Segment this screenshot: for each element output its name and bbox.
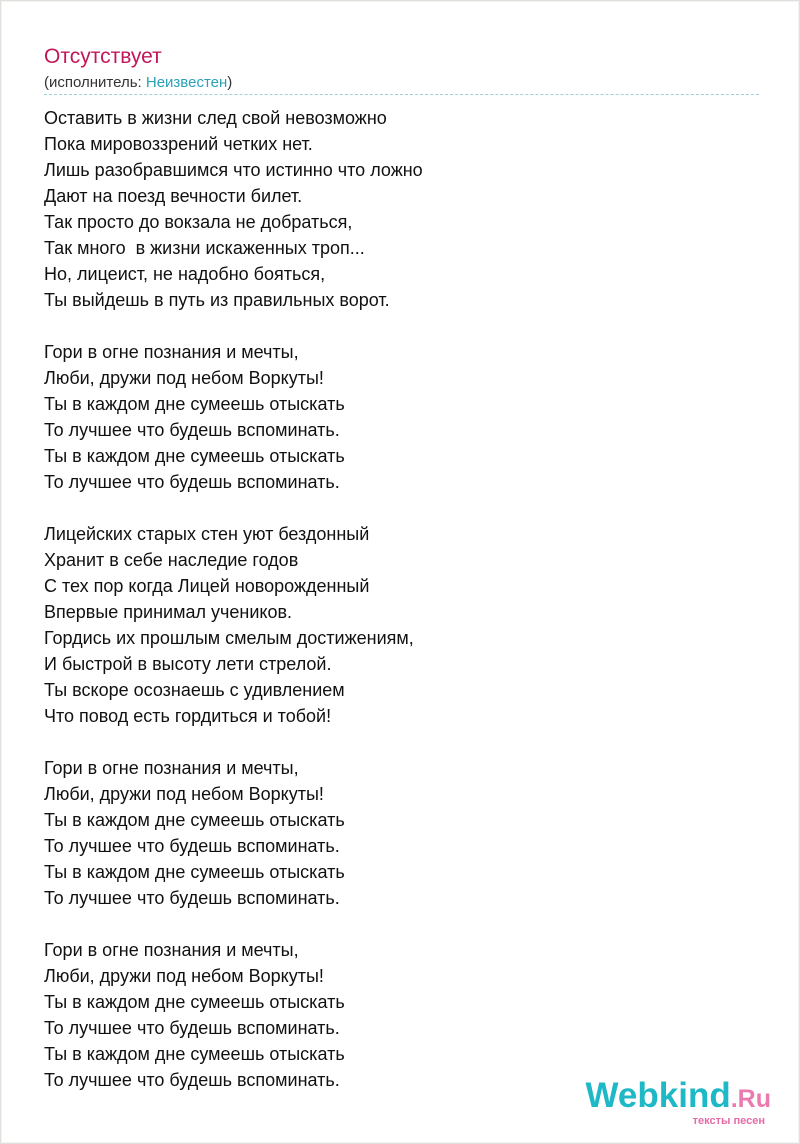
lyric-line: Дают на поезд вечности билет.	[44, 186, 303, 206]
lyric-line: Ты выйдешь в путь из правильных ворот.	[44, 290, 390, 310]
lyric-line: Люби, дружи под небом Воркуты!	[44, 966, 324, 986]
lyric-line: Люби, дружи под небом Воркуты!	[44, 784, 324, 804]
lyric-line: Хранит в себе наследие годов	[44, 550, 299, 570]
lyric-line: Что повод есть гордиться и тобой!	[44, 706, 332, 726]
lyric-line: То лучшее что будешь вспоминать.	[44, 836, 340, 856]
lyric-line: Но, лицеист, не надобно бояться,	[44, 264, 326, 284]
logo-brand: Webkind	[585, 1076, 731, 1115]
lyric-line: Гори в огне познания и мечты,	[44, 758, 299, 778]
logo-subtitle: тексты песен	[692, 1115, 765, 1127]
lyric-line: Гордись их прошлым смелым достижениям,	[44, 628, 414, 648]
artist-link[interactable]: Неизвестен	[145, 74, 228, 91]
lyric-line: То лучшее что будешь вспоминать.	[44, 888, 340, 908]
lyric-line: Ты в каждом дне сумеешь отыскать	[44, 446, 345, 466]
lyric-line: Пока мировоззрений четких нет.	[44, 134, 313, 154]
song-meta	[44, 74, 232, 92]
stanza	[44, 105, 744, 313]
lyric-line: Ты в каждом дне сумеешь отыскать	[44, 862, 345, 882]
stanza	[44, 937, 744, 1093]
lyric-line: Ты в каждом дне сумеешь отыскать	[44, 810, 345, 830]
lyric-line: Гори в огне познания и мечты,	[44, 940, 299, 960]
site-logo[interactable]	[585, 1076, 771, 1127]
meta-prefix: (исполнитель:	[44, 74, 146, 91]
stanza	[44, 521, 744, 729]
lyric-line: Ты в каждом дне сумеешь отыскать	[44, 1044, 345, 1064]
lyrics-body	[44, 105, 744, 1119]
meta-suffix: )	[227, 74, 233, 91]
stanza	[44, 339, 744, 495]
stanza	[44, 755, 744, 911]
lyric-line: И быстрой в высоту лети стрелой.	[44, 654, 332, 674]
lyric-line: Ты вскоре осознаешь с удивлением	[44, 680, 345, 700]
lyric-line: С тех пор когда Лицей новорожденный	[44, 576, 370, 596]
lyric-line: Лицейских старых стен уют бездонный	[44, 524, 370, 544]
lyric-line: Впервые принимал учеников.	[44, 602, 293, 622]
logo-tld: .Ru	[730, 1085, 771, 1113]
lyric-line: Так просто до вокзала не добраться,	[44, 212, 353, 232]
lyric-line: То лучшее что будешь вспоминать.	[44, 1018, 340, 1038]
lyric-line: Люби, дружи под небом Воркуты!	[44, 368, 324, 388]
lyric-line: Гори в огне познания и мечты,	[44, 342, 299, 362]
title-divider	[44, 94, 759, 95]
lyric-line: Ты в каждом дне сумеешь отыскать	[44, 394, 345, 414]
song-title: Отсутствует	[44, 45, 162, 68]
lyric-line: То лучшее что будешь вспоминать.	[44, 472, 340, 492]
lyric-line: То лучшее что будешь вспоминать.	[44, 1070, 340, 1090]
lyric-line: Ты в каждом дне сумеешь отыскать	[44, 992, 345, 1012]
lyric-line: Оставить в жизни след свой невозможно	[44, 108, 387, 128]
lyric-line: Так много в жизни искаженных троп...	[44, 238, 365, 258]
lyric-line: То лучшее что будешь вспоминать.	[44, 420, 340, 440]
lyric-line: Лишь разобравшимся что истинно что ложно	[44, 160, 423, 180]
